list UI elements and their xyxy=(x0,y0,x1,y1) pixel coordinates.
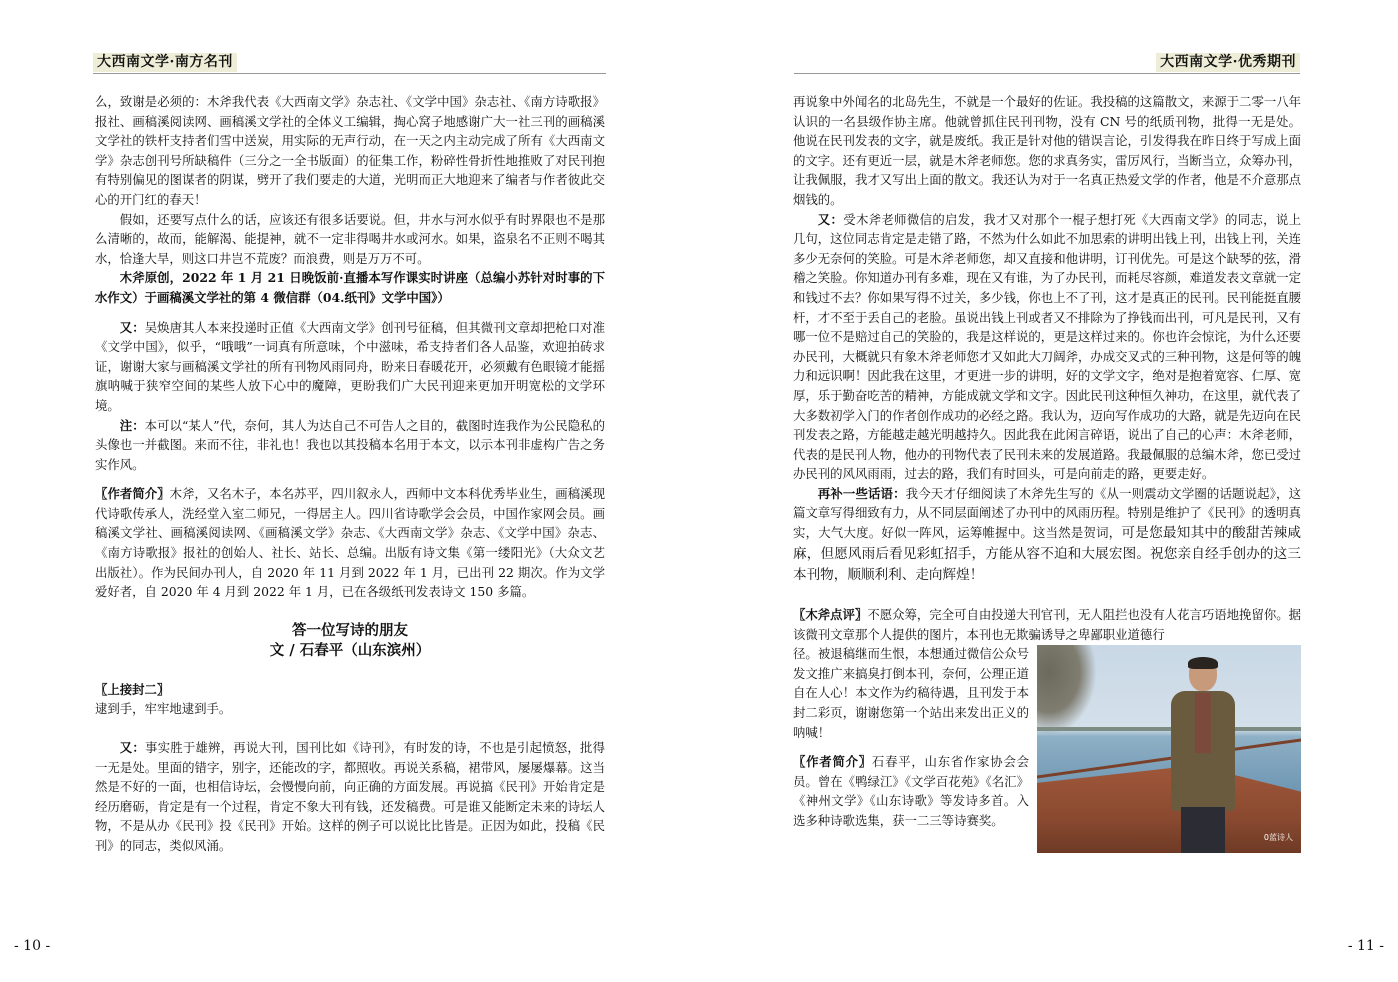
signature-line: 木斧原创，2022 年 1 月 21 日晚饭前·直播本写作课实时讲座（总编小苏针对时事的下水作文）于画稿溪文学社的第 4 微信群（04.纸刊》文学中国》） xyxy=(95,270,605,305)
editor-comment xyxy=(793,605,1301,644)
left-header-rule xyxy=(93,73,606,74)
author-bio-left-text: 木斧，又名木子，本名苏平，四川叙永人，西师中文本科优秀毕业生，画稿溪现代诗歌传承人，洗经堂入室二师兄，一得居主人。四川省诗歌学会会员，中国作家网会员。画稿溪文学社、画稿溪阅读网、《画稿溪文学》杂志、《大西南文学》杂志、《文学中国》杂志、《南方诗歌报》报社的创始人、社长、站长、总编。出版有诗文集《第一缕阳光》（大众文艺出版社）。作为民间办刊人，自 2020 年 11 月到 2022 年 1 月，已出刊 22 期次。作为文学爱好者，自 2020 年 4 月到 2022 年 1 月，已在各级纸刊发表诗文 150 多篇。 xyxy=(95,486,606,600)
right-header-rule xyxy=(794,73,1300,74)
label-bubu: 再补一些话语： xyxy=(817,485,906,501)
right-paragraph-2-text: 受木斧老师微信的启发，我才又对那个一棍子想打死《大西南文学》的同志，说上几句，这位同志肯定是走错了路，不然为什么如此不加思索的讲明出钱上刊，出钱上刊，关连多少无奈何的笑脸。可是木斧老师您，却又直接和他讲明，订刊优先。可是这个缺琴的弦，滑稽之笑脸。你知道办刊有多难，现在又有谁，为了办民刊，而耗尽容颜，难道发表文章就一定和钱过不去？你如果写得不过关，多少钱，你也上不了刊，这才是真正的民刊。民刊能挺直腰杆，才不至于丢自己的老脸。虽说出钱上刊或者又不排除为了挣钱而出刊，可凡是民刊，又有哪一位不是赔过自己的笑脸的，我是这样说的，更是这样过来的。你也许会惊诧，为什么还要办民刊，大概就只有象木斧老师您才又如此大刀阔斧，办成交叉式的三种刊物，这是何等的魄力和远识啊！因此我在这里，才更进一步的讲明，好的文学文字，绝对是抱着宽容、仁厚、宽厚，乐于勤奋吃苦的精神，方能成就文学和文字。因此民刊这种恒久神功，在这里，就代表了大多数初学入门的作者创作成功的必经之路。我认为，迈向写作成功的大路，就是先迈向在民刊发表之路，方能越走越光明越持久。因此我在此闲言碎语，说出了自己的心声：木斧老师，代表的是民刊人物，他办的刊物代表了民刊未来的发展道路。我最佩服的总编木斧，您已受过办民刊的风风雨雨，过去的路，我们有时回头，可是向前走的路，更要走好。 xyxy=(793,211,1302,482)
author-photo xyxy=(1037,645,1301,853)
left-paragraph-6 xyxy=(95,738,605,856)
left-paragraph-4-text: 吴焕唐其人本来投递时正值《大西南文学》创刊号征稿，但其微刊文章却把枪口对准《文学中国》，似乎，“哦哦”一词真有所意味，个中滋味，希支持者们各人品鉴，欢迎拍砖求证，谢谢大家与画稿溪文学社的所有刊物风雨同舟，盼来日春暖花开，必须戴有色眼镜才能摇旗呐喊于狭窄空间的某些人放下心中的魔障，更盼我们广大民刊迎来更加开明宽松的文学环境。 xyxy=(95,319,606,413)
right-running-header: 大西南文学·优秀期刊 xyxy=(1156,53,1300,72)
photo-watermark: 0蓝诗人 xyxy=(1263,832,1293,842)
label-you: 又： xyxy=(119,319,145,335)
author-bio-left xyxy=(95,484,605,602)
editor-comment-cont: 径。被退稿继而生恨，本想通过微信公众号发文推广来搞臭打倒本刊，奈何，公理正道自在人心！本文作为约稿待遇，且刊发于本封二彩页，谢谢您第一个站出来发出正义的呐喊！ xyxy=(793,646,1029,740)
bio-label-left: 〖作者简介〗 xyxy=(95,486,170,502)
author-bio-right-text: 石春平，山东省作家协会会员。曾在《鸭绿江》《文学百花苑》《名汇》《神州文学》《山东诗歌》等发诗多首。入选多种诗歌选集，获一二三等诗赛奖。 xyxy=(793,754,1030,828)
left-running-header: 大西南文学·南方名刊 xyxy=(93,53,237,72)
photo-person xyxy=(1169,657,1239,853)
article-title: 答一位写诗的朋友 xyxy=(292,621,408,639)
label-you-2: 又： xyxy=(119,740,146,756)
left-paragraph-2: 假如，还要写点什么的话，应该还有很多话要说。但，井水与河水似乎有时界限也不是那么清晰的，故而，能解渴、能提神，就不一定非得喝井水或河水。如果，盗泉名不正则不喝其水，恰逢大旱，则这口井岂不荒废？而浪费，则是万万不可。 xyxy=(95,211,605,266)
continued-text: 逮到手，牢牢地逮到手。 xyxy=(95,701,232,717)
right-paragraph-2 xyxy=(793,210,1301,484)
right-paragraph-3-emphasis: 可是您最知其中的酸甜苦辣咸麻，但愿风雨后看见彩虹招手，方能从容不迫和大展宏图。祝您亲自经手创办的这三本刊物，顺顺利利、走向辉煌！ xyxy=(793,525,1302,584)
right-page-number: - 11 - xyxy=(1347,938,1384,954)
left-paragraph-5 xyxy=(95,416,605,475)
photo-wrap-row xyxy=(793,644,1301,853)
right-paragraph-3-text: 我今天才仔细阅读了木斧先生写的《从一则震动文学圈的话题说起》，这篇文章写得细致有力，从不同层面阐述了办刊中的风雨历程。特别是维护了《民刊》的透明真实，大气大度。好似一阵风，运筹帷握中。这当然是贺词， xyxy=(793,485,1302,541)
right-page xyxy=(699,0,1398,982)
left-column xyxy=(95,92,605,856)
right-column xyxy=(793,92,1301,853)
bio-label-right: 〖作者简介〗 xyxy=(793,754,872,770)
left-paragraph-6-text: 事实胜于雄辨，再说大刊，国刊比如《诗刊》，有时发的诗，不也是引起愤怒，批得一无是处。里面的错字，别字，还能改的字，都照收。再说关系稿，裙带风，屡屡爆幕。这当然是不好的一面，也相信诗坛，会慢慢向前，向正确的方面发展。再说搞《民刊》开始肯定是经历磨砺，肯定是有一个过程，肯定不象大刊有钱，还发稿费。可是谁又能断定未来的诗坛人物，不是从办《民刊》投《民刊》开始。这样的例子可以说比比皆是。正因为如此，投稿《民刊》的同志，类似风涌。 xyxy=(95,740,605,853)
continued-label-text: 〖上接封二〗 xyxy=(95,681,170,697)
label-you-3: 又： xyxy=(817,211,844,227)
label-zhu: 注： xyxy=(119,417,145,433)
editor-comment-text: 不愿众筹，完全可自由投递大刊官刊，无人阻拦也没有人花言巧语地挽留你。据该微刊文章那个人提供的图片，本刊也无欺骗诱导之卑鄙职业道德行 xyxy=(793,607,1302,642)
left-paragraph-5-text: 本可以“某人”代，奈何，其人为达自己不可告人之目的，截图时连我作为公民隐私的头像也一并截图。来而不往，非礼也！我也以其投稿本名用于本文，以示本刊非虚构广告之务实作风。 xyxy=(95,417,606,472)
author-bio-right xyxy=(793,752,1029,830)
photo-wrap-text xyxy=(793,644,1029,853)
left-paragraph-1: 么，致谢是必须的：木斧我代表《大西南文学》杂志社、《文学中国》杂志社、《南方诗歌报》报社、画稿溪阅读网、画稿溪文学社的全体义工编辑，掏心窝子地感谢广大一社三刊的画稿溪文学社的铁杆支持者们雪中送炭，用实际的无声行动，在一天之内主动完成了所有《大西南文学》杂志创刊号所缺稿件（三分之一全书版面）的征集工作，粉碎性骨折性地推败了对民刊抱有特别偏见的图谋者的阴谋，劈开了我们要走的大道，光明而正大地迎来了编者与作者彼此交心的开门红的春天！ xyxy=(95,94,605,207)
left-paragraph-4 xyxy=(95,318,605,416)
photo-tree xyxy=(1037,645,1097,735)
right-paragraph-1: 再说象中外闻名的北岛先生，不就是一个最好的佐证。我投稿的这篇散文，来源于二零一八年认识的一名县级作协主席。他就曾抓住民刊刊物，没有 CN 号的纸质刊物，批得一无是处。他说在民刊发表的文字，就是废纸。我正是针对他的错误言论，引发得我在昨日终于写成上面的文字。还有更近一层，就是木斧老师您。您的求真务实，雷厉风行，当断当立，众筹办刊，让我佩服，我才又写出上面的散文。我还认为对于一名真正热爱文学的作者，他是不介意那点烟钱的。 xyxy=(793,94,1302,207)
right-paragraph-3 xyxy=(793,484,1301,586)
continued-label xyxy=(95,680,605,700)
comment-label: 〖木斧点评〗 xyxy=(793,607,868,623)
left-paragraph-3 xyxy=(95,268,605,307)
left-page-number: - 10 - xyxy=(14,938,51,954)
article-byline: 文 / 石春平（山东滨州） xyxy=(269,641,431,659)
